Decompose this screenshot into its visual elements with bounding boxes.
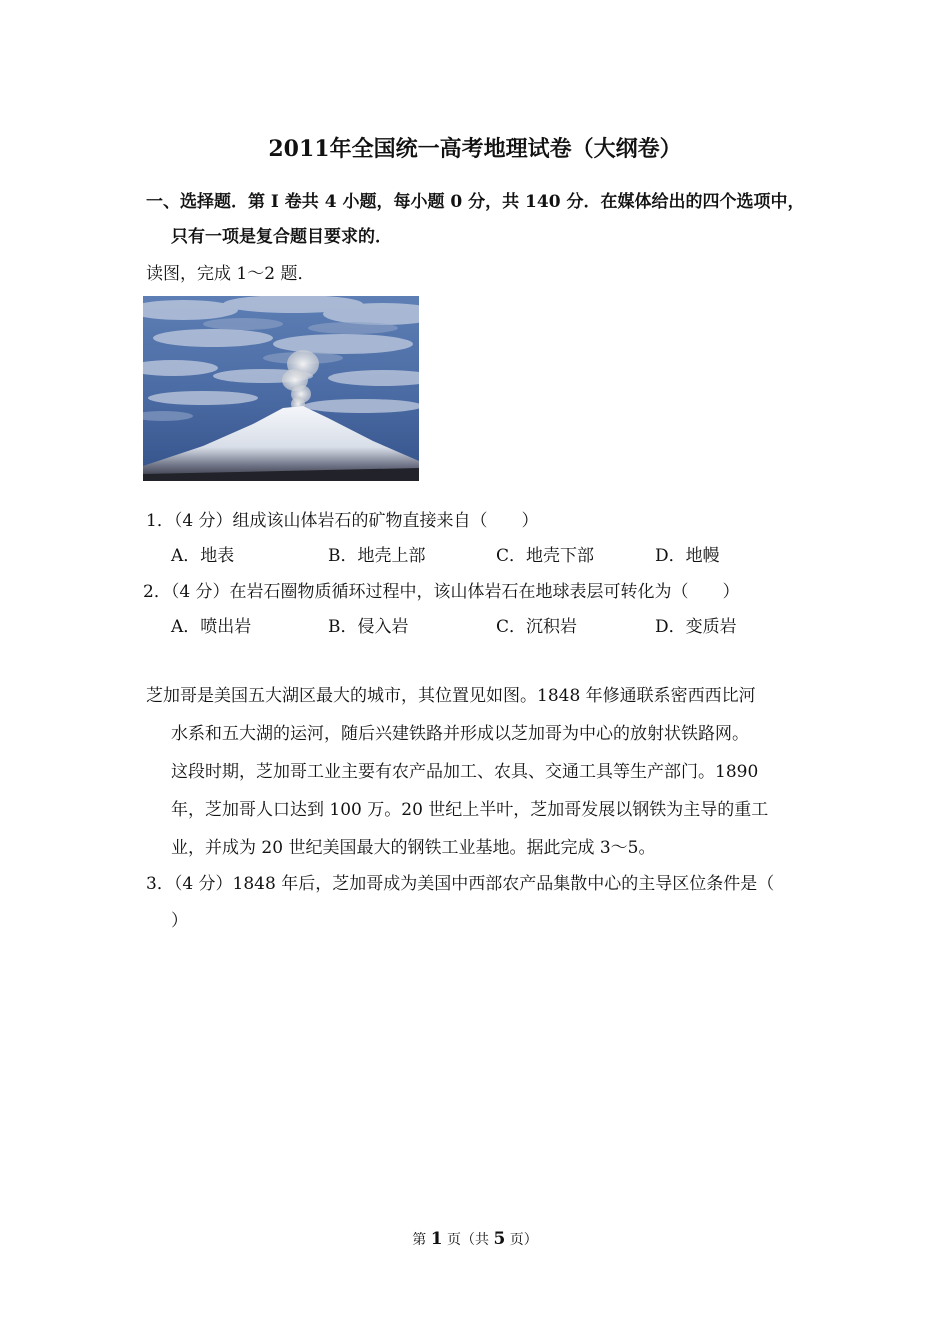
question-3-stem-line1: 3．（4 分）1848 年后，芝加哥成为美国中西部农产品集散中心的主导区位条件是（ [146, 874, 775, 894]
page-title: 2011年全国统一高考地理试卷（大纲卷） [268, 136, 682, 162]
passage-line-1: 芝加哥是美国五大湖区最大的城市，其位置见如图。1848 年修通联系密西西比河 [146, 686, 756, 706]
passage-line-2: 水系和五大湖的运河，随后兴建铁路并形成以芝加哥为中心的放射状铁路网。 [171, 724, 749, 744]
question-3-stem-line2: ） [171, 911, 188, 931]
question-2-stem: 2．（4 分）在岩石圈物质循环过程中，该山体岩石在地球表层可转化为（ ） [143, 582, 740, 602]
question-2-option-b: B．侵入岩 [328, 617, 409, 637]
page-footer [0, 1229, 950, 1249]
question-2-option-a: A．喷出岩 [171, 617, 252, 637]
intro-text: 读图，完成 1～2 题． [146, 264, 315, 284]
passage-line-3: 这段时期，芝加哥工业主要有农产品加工、农具、交通工具等生产部门。1890 [171, 762, 759, 782]
question-1-option-b: B．地壳上部 [328, 546, 426, 566]
question-1-option-d: D．地幔 [655, 546, 720, 566]
footer-prefix: 第 [412, 1232, 431, 1248]
footer-page-number: 1 [430, 1229, 443, 1249]
footer-middle: 页（共 [442, 1232, 494, 1248]
question-1-option-c: C．地壳下部 [496, 546, 595, 566]
passage-line-5: 业，并成为 20 世纪美国最大的钢铁工业基地。据此完成 3～5。 [171, 838, 656, 858]
footer-suffix: 页） [505, 1232, 538, 1248]
passage-line-4: 年，芝加哥人口达到 100 万。20 世纪上半叶，芝加哥发展以钢铁为主导的重工 [171, 800, 769, 820]
volcano-photo [143, 296, 419, 481]
question-2-option-c: C．沉积岩 [496, 617, 578, 637]
question-2-option-d: D．变质岩 [655, 617, 737, 637]
question-1-option-a: A．地表 [171, 546, 235, 566]
section-heading-line2: 只有一项是复合题目要求的． [171, 227, 392, 247]
section-heading-line1: 一、选择题．第 I 卷共 4 小题，每小题 0 分，共 140 分．在媒体给出的四个选项中， [146, 192, 805, 212]
question-1-stem: 1．（4 分）组成该山体岩石的矿物直接来自（ ） [146, 511, 539, 531]
footer-total-pages: 5 [493, 1229, 506, 1249]
